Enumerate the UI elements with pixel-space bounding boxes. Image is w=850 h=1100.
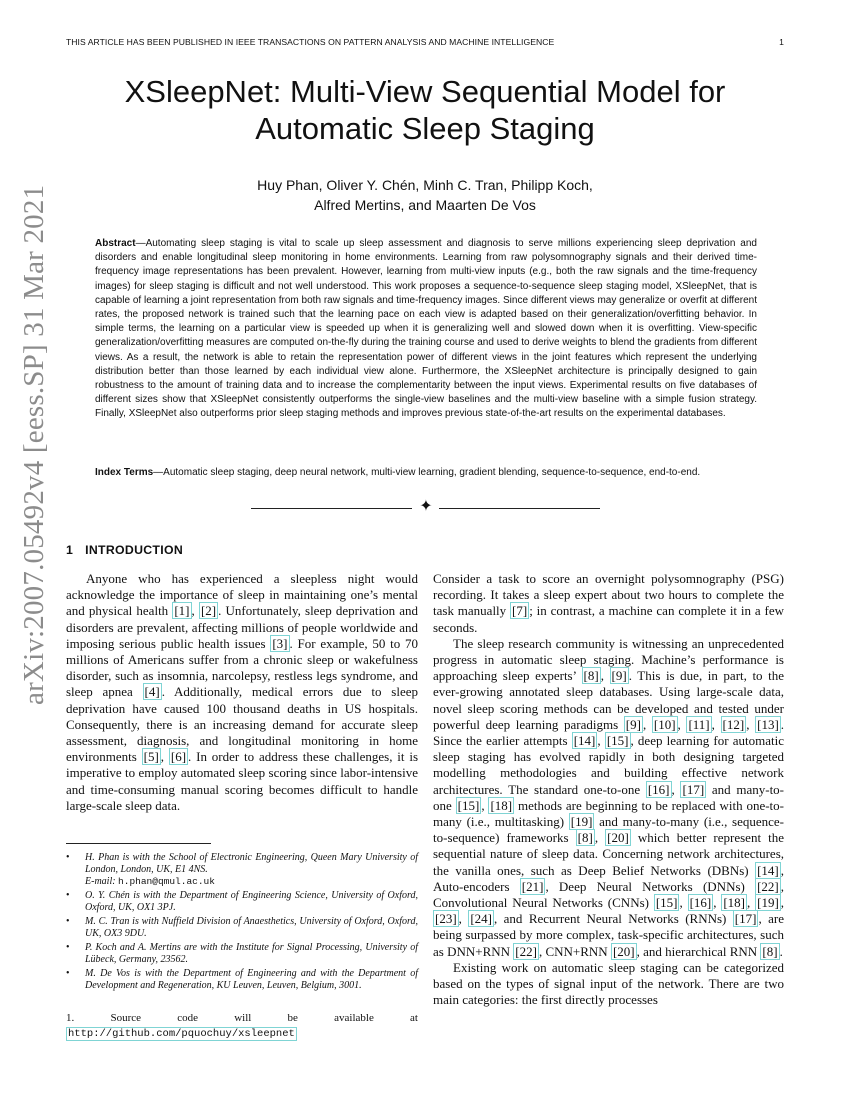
citation-link[interactable]: [11] [688,716,710,732]
divider-line-right [439,508,600,509]
citation-link[interactable]: [7] [512,603,528,619]
citation-link[interactable]: [9] [611,668,627,684]
affiliation-item [66,890,418,914]
section-title: INTRODUCTION [85,543,184,557]
body-column-left [66,571,418,814]
bullet-icon: • [66,942,70,953]
affiliation-text: M. C. Tran is with Nuffield Division of Anaesthetics, University of Oxford, Oxford, UK, OX3 9DU. [85,916,418,939]
divider-star-icon: ✦ [419,498,433,515]
citation-link[interactable]: [1] [174,603,190,619]
citation-link[interactable]: [21] [521,878,544,894]
citation-link[interactable]: [6] [170,749,187,765]
author-list [140,175,710,215]
citation-link[interactable]: [5] [143,749,159,765]
email-label: E-mail: [85,876,119,887]
citation-link[interactable]: [17] [682,781,705,797]
citation-link[interactable]: [13] [757,716,779,732]
citation-link[interactable]: [4] [144,684,160,700]
citation-link[interactable]: [9] [625,716,641,732]
citation-link[interactable]: [15] [606,733,629,749]
citation-link[interactable]: [15] [457,797,480,813]
index-terms-text: —Automatic sleep staging, deep neural network, multi-view learning, gradient blending, sequence-to-sequence, end-to-end. [153,467,701,478]
citation-link[interactable]: [18] [723,895,746,911]
paper-title: XSleepNet: Multi-View Sequential Model for Automatic Sleep Staging [124,74,726,146]
citation-link[interactable]: [15] [655,895,678,911]
citation-link[interactable]: [10] [653,716,676,732]
citation-link[interactable]: [20] [612,943,635,959]
bullet-icon: • [66,852,70,863]
citation-link[interactable]: [8] [583,668,599,684]
citation-link[interactable]: [20] [607,830,629,846]
citation-link[interactable]: [3] [272,635,288,651]
bullet-icon: • [66,968,70,979]
citation-link[interactable]: [19] [757,895,779,911]
affiliation-item [66,916,418,940]
intro-paragraph-4: Existing work on automatic sleep staging can be categorized based on the types of signal input of the network. There are two main categories: the first directly processes [433,959,784,1008]
section-number: 1 [66,543,74,557]
affiliation-text: M. De Vos is with the Department of Engineering and with the Department of Development and Regeneration, KU Leuven, Leuven, Belgium, 3001. [85,968,418,991]
index-terms [95,466,757,480]
citation-link[interactable]: [22] [515,943,537,959]
author-email: h.phan@qmul.ac.uk [118,876,215,887]
bullet-icon: • [66,916,70,927]
abstract-text: —Automating sleep staging is vital to scale up sleep assessment and diagnosis to serve millions experiencing sleep deprivation and disorders and enable longitudinal sleep monitoring in home environments. Learning from raw polysomnography signals and their derived time-frequency image representations has been prevalent. However, learning from multi-view inputs (e.g., both the raw signals and the time-frequency images) for sleep staging is difficult and not well understood. This work proposes a sequence-to-sequence sleep staging model, XSleepNet, that is capable of learning a joint representation from both raw signals and time-frequency images. Since different views may generalize or overfit at different rates, the proposed network is trained such that the learning pace on each view is adapted based on their generalization/overfitting behavior. In simple terms, the learning on a particular view is speeded up when it is generalizing well and slowed down when it is overfitting. View-specific generalization/overfitting measures are computed on-the-fly during the training course and used to derive weights to blend the gradients from different views. As a result, the network is able to retain the representation power of different views in the joint features which represent the underlying distribution better than those learned by each individual view alone. Furthermore, the XSleepNet architecture is principally designed to gain robustness to the amount of training data and to increase the complementarity between the input views. Experimental results on five databases of different sizes show that XSleepNet consistently outperforms the single-view baselines and the multi-view baseline with a simple fusion strategy. Finally, XSleepNet also outperforms prior sleep staging methods and improves previous state-of-the-art results on the experimental databases. [95,238,757,420]
citation-link[interactable]: [22] [757,878,779,894]
citation-link[interactable]: [24] [470,911,492,927]
divider-line-left [251,508,412,509]
body-column-right [433,571,784,1008]
intro-paragraph-1: Anyone who has experienced a sleepless night would acknowledge the importance of sleep in maintaining one’s mental and physical health [1] , [2] . Unfortunately, sleep deprivation and disorders are prevalent, affecting millions of people worldwide and imposing serious public health issues [3] . For example, 50 to 70 millions of Americans suffer from a chronic sleep or wakefulness disorder, such as insomnia, narcolepsy, restless legs syndrome, and sleep apnea [4] . Additionally, medical errors due to sleep deprivation have caused 100 thousand deaths in US hospitals. Consequently, there is an increasing demand for accurate sleep assessment, diagnosis, and longitudinal monitoring in home environments [5] , [6] . In order to address these challenges, it is imperative to employ automated sleep scoring since labor-intensive and time-consuming manual scoring becomes difficult to handle large-scale sleep data. [66,571,419,813]
running-header [66,37,784,49]
intro-paragraph-3: The sleep research community is witnessing an unprecedented progress in automatic sleep staging. Machine’s performance is approaching sleep experts’ [8] , [9] . This is due, in part, to the ever-growing annotated sleep databases. Using large-scale data, novel sleep scoring methods can be developed and tested under powerful deep learning paradigms [9] , [10] , [11] , [12] , [13] . Since the earlier attempts [14] , [15] , deep learning for automatic sleep staging has evolved rapidly in both designing targeted modelling methodologies and building effective network architectures. The standard one-to-one [16] , [17] and many-to-one [15] , [18] methods are beginning to be replaced with one-to-many (i.e., multitasking) [19] and many-to-many (i.e., sequence-to-sequence) frameworks [8] , [20] which better represent the sequential nature of sleep data. Concerning network architectures, the vanilla ones, such as Deep Belief Networks (DBNs) [14] , Auto-encoders [21] , Deep Neural Networks (DNNs) [22] , Convolutional Neural Networks (CNNs) [15] , [16] , [18] , [19] , [23] , [24] , and Recurrent Neural Networks (RNNs) [17] , are being surpassed by more complex, task-specific architectures, such as DNN+RNN [22] , CNN+RNN [20] , and hierarchical RNN [8] . [433,635,785,959]
affiliation-list [66,852,418,994]
citation-link[interactable]: [8] [762,943,778,959]
citation-link[interactable]: [16] [647,781,670,797]
page-number: 1 [779,37,784,47]
author-line-1: Huy Phan, Oliver Y. Chén, Minh C. Tran, Philipp Koch, [257,177,593,193]
affiliation-text: H. Phan is with the School of Electronic Engineering, Queen Mary University of London, London, UK, E1 4NS. [85,852,418,875]
abstract [95,237,757,422]
citation-link[interactable]: [16] [689,895,712,911]
affiliation-item [66,968,418,992]
citation-link[interactable]: [14] [757,862,779,878]
source-code-footnote [66,1011,418,1042]
footnote-rule [66,843,211,844]
affiliation-item [66,852,418,888]
intro-paragraph-2: Consider a task to score an overnight polysomnography (PSG) recording. It takes a sleep expert about two hours to complete the task manually [7] ; in contrast, a machine can complete it in a few seconds. [433,571,784,635]
citation-link[interactable]: [19] [570,814,593,830]
abstract-label: Abstract [95,238,136,249]
citation-link[interactable]: [8] [577,830,593,846]
citation-link[interactable]: [23] [435,911,457,927]
affiliation-text: O. Y. Chén is with the Department of Engineering Science, University of Oxford, Oxford, UK, OX1 3PJ. [85,890,418,913]
running-title: THIS ARTICLE HAS BEEN PUBLISHED IN IEEE TRANSACTIONS ON PATTERN ANALYSIS AND MACHINE INTELLIGENCE [66,37,555,47]
citation-link[interactable]: [14] [573,733,596,749]
citation-link[interactable]: [17] [734,911,757,927]
citation-link[interactable]: [12] [722,716,745,732]
affiliation-text: P. Koch and A. Mertins are with the Institute for Signal Processing, University of Lübeck, Germany, 23562. [85,942,418,965]
section-heading [66,543,183,557]
source-note-text: 1. Source code will be available at [66,1012,418,1024]
bullet-icon: • [66,890,70,901]
affiliation-item [66,942,418,966]
citation-link[interactable]: [18] [490,797,513,813]
citation-link[interactable]: [2] [200,603,217,619]
author-line-2: Alfred Mertins, and Maarten De Vos [314,197,536,213]
github-link[interactable]: http://github.com/pquochuy/xsleepnet [68,1028,295,1040]
index-terms-label: Index Terms [95,467,154,478]
arxiv-stamp: arXiv:2007.05492v4 [eess.SP] 31 Mar 2021 [18,184,50,705]
